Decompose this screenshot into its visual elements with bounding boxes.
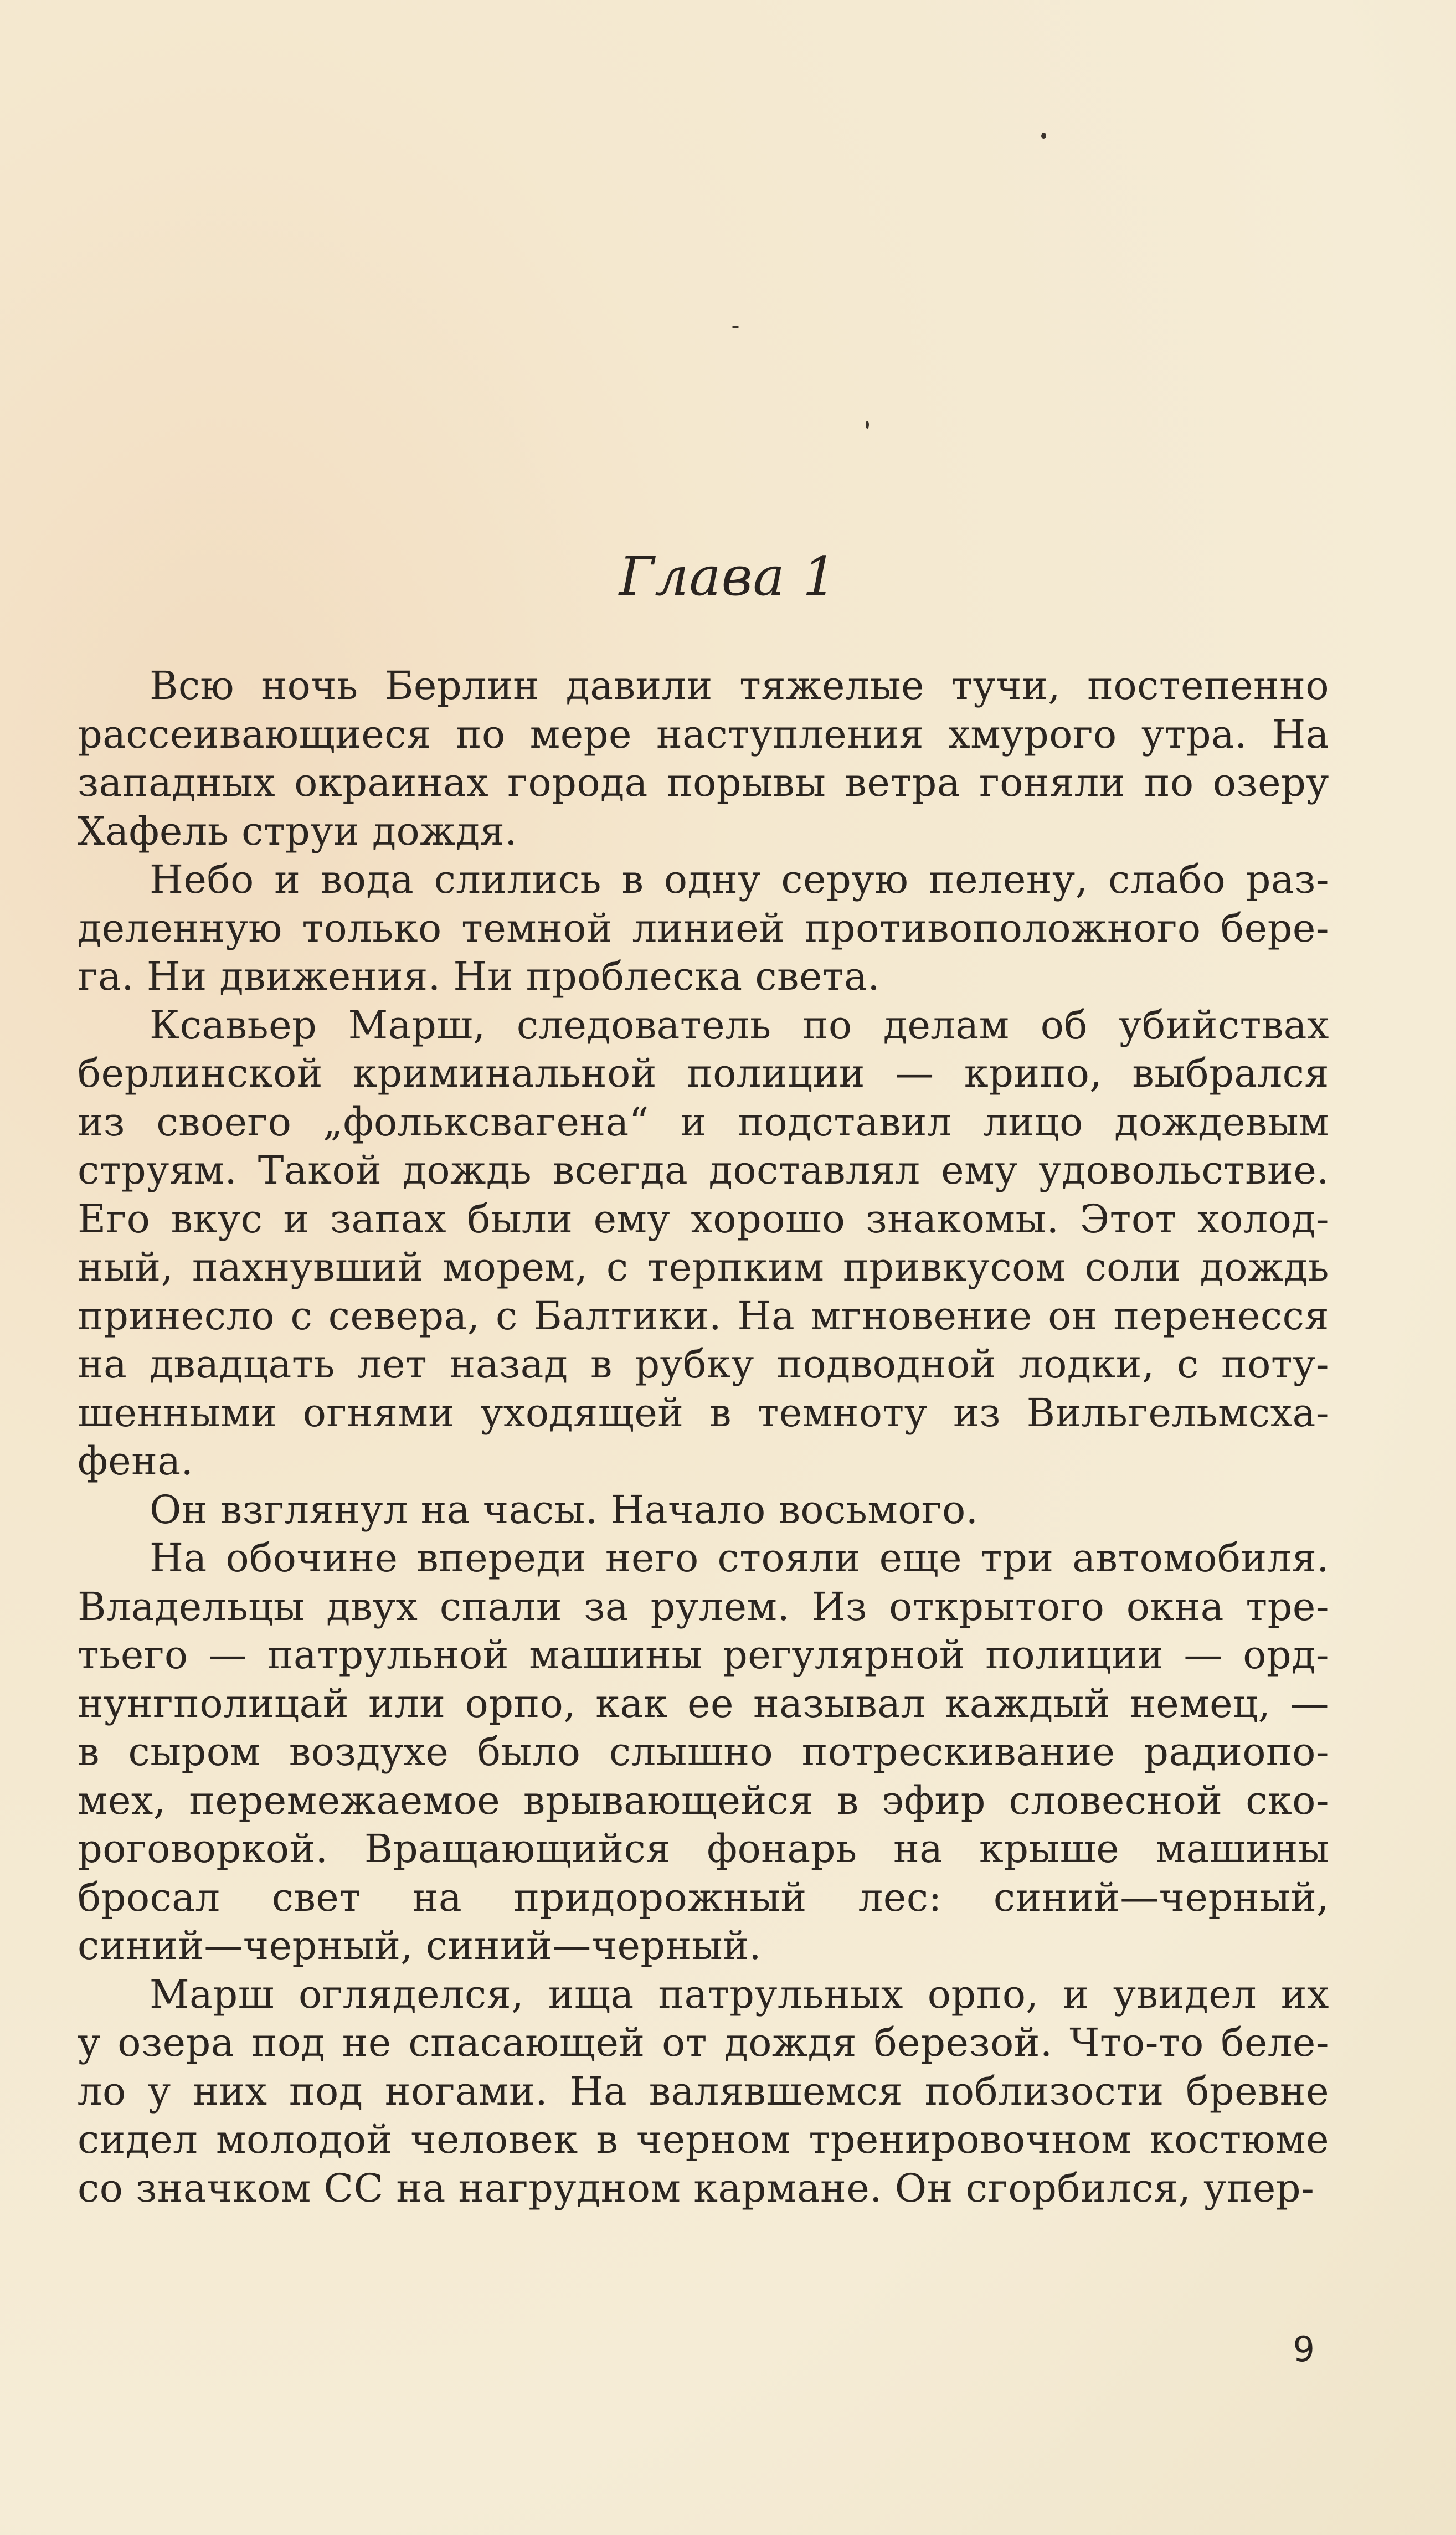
paragraph bbox=[78, 1534, 1329, 1971]
text-line: На обочине впереди него стояли еще три автомобиля. bbox=[150, 1535, 1329, 1581]
text-line: западных окраинах города порывы ветра гоняли по озеру bbox=[78, 760, 1329, 805]
text-line: ный, пахнувший морем, с терпким привкусом соли дождь bbox=[78, 1245, 1329, 1290]
text-line: ло у них под ногами. На валявшемся поблизости бревне bbox=[78, 2068, 1329, 2114]
text-line: фена. bbox=[78, 1438, 194, 1484]
paragraph bbox=[78, 662, 1329, 856]
paragraph bbox=[78, 856, 1329, 1001]
text-line: тьего — патрульной машины регулярной полиции — орд- bbox=[78, 1632, 1329, 1678]
text-line: со значком СС на нагрудном кармане. Он сгорбился, упер- bbox=[78, 2165, 1315, 2211]
text-line: нунгполицай или орпо, как ее называл каждый немец, — bbox=[78, 1680, 1329, 1726]
text-line: у озера под не спасающей от дождя березой. Что-то беле- bbox=[78, 2020, 1329, 2065]
text-line: Хафель струи дождя. bbox=[78, 808, 518, 854]
text-line: деленную только темной линией противоположного бере- bbox=[78, 905, 1329, 951]
text-line: Он взглянул на часы. Начало восьмого. bbox=[150, 1487, 979, 1533]
text-line: в сыром воздухе было слышно потрескивание радиопо- bbox=[78, 1729, 1329, 1775]
paragraph bbox=[78, 1001, 1329, 1486]
chapter-title: Глава 1 bbox=[619, 546, 837, 608]
text-line: синий—черный, синий—черный. bbox=[78, 1923, 762, 1968]
text-line: га. Ни движения. Ни проблеска света. bbox=[78, 954, 881, 999]
text-line: из своего „фольксвагена“ и подставил лицо дождевым bbox=[78, 1099, 1329, 1145]
text-line: Ксавьер Марш, следователь по делам об убийствах bbox=[150, 1002, 1329, 1048]
paragraph bbox=[78, 1486, 1329, 1535]
text-line: Небо и вода слились в одну серую пелену, слабо раз- bbox=[150, 857, 1329, 902]
text-line: роговоркой. Вращающийся фонарь на крыше машины bbox=[78, 1826, 1329, 1871]
text-line: на двадцать лет назад в рубку подводной лодки, с поту- bbox=[78, 1341, 1329, 1387]
text-line: Марш огляделся, ища патрульных орпо, и увидел их bbox=[150, 1971, 1329, 2017]
text-line: мех, перемежаемое врывающейся в эфир словесной ско- bbox=[78, 1777, 1329, 1823]
text-line: бросал свет на придорожный лес: синий—черный, bbox=[78, 1874, 1329, 1920]
text-line: берлинской криминальной полиции — крипо, выбрался bbox=[78, 1051, 1329, 1096]
text-line: сидел молодой человек в черном тренировочном костюме bbox=[78, 2117, 1329, 2162]
text-line: струям. Такой дождь всегда доставлял ему удовольствие. bbox=[78, 1148, 1329, 1193]
print-speck bbox=[1041, 133, 1046, 139]
text-line: Владельцы двух спали за рулем. Из открытого окна тре- bbox=[78, 1583, 1329, 1629]
text-line: рассеивающиеся по мере наступления хмурого утра. На bbox=[78, 711, 1329, 757]
paragraph bbox=[78, 1971, 1329, 2213]
text-line: шенными огнями уходящей в темноту из Вильгельмсха- bbox=[78, 1390, 1329, 1436]
print-speck bbox=[866, 421, 869, 429]
text-line: Всю ночь Берлин давили тяжелые тучи, постепенно bbox=[150, 663, 1329, 708]
body-text bbox=[78, 662, 1329, 2213]
text-line: Его вкус и запах были ему хорошо знакомы. Этот холод- bbox=[78, 1196, 1329, 1242]
print-speck bbox=[732, 326, 739, 328]
text-line: принесло с севера, с Балтики. На мгновение он перенесся bbox=[78, 1293, 1329, 1339]
page-number: 9 bbox=[1293, 2329, 1315, 2369]
